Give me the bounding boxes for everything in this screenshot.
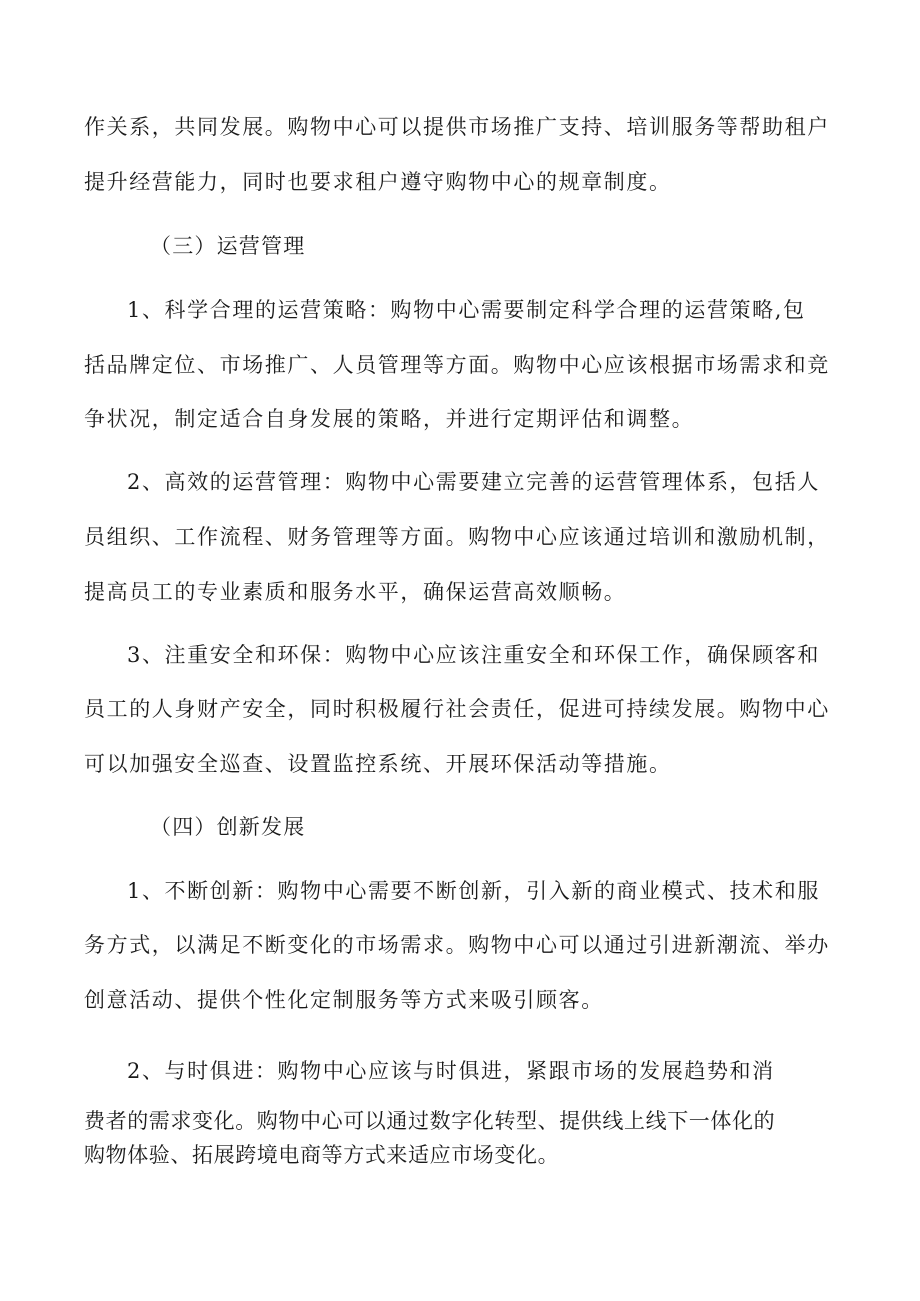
s4-p2-line-2: 费者的需求变化。购物中心可以通过数字化转型、提供线上线下一体化的: [84, 1109, 776, 1133]
s4-p2-line-3: 购物体验、拓展跨境电商等方式来适应市场变化。: [84, 1143, 560, 1167]
s3-p3-line-2: 员工的人身财产安全，同时积极履行社会责任，促进可持续发展。购物中心: [84, 697, 830, 721]
s4-p1-line-1: 1、不断创新：购物中心需要不断创新，引入新的商业模式、技术和服: [127, 879, 820, 903]
s3-p2-line-2: 员组织、工作流程、财务管理等方面。购物中心应该通过培训和激励机制，: [84, 525, 830, 549]
section-heading-operations: （三）运营管理: [150, 234, 306, 258]
intro-line-2: 提升经营能力，同时也要求租户遵守购物中心的规章制度。: [84, 170, 672, 194]
s3-p3-line-3: 可以加强安全巡查、设置监控系统、开展环保活动等措施。: [84, 752, 672, 776]
s3-p3-line-1: 3、注重安全和环保：购物中心应该注重安全和环保工作，确保顾客和: [127, 643, 820, 667]
s4-p1-line-2: 务方式，以满足不断变化的市场需求。购物中心可以通过引进新潮流、举办: [84, 933, 830, 957]
s3-p1-line-3: 争状况，制定适合自身发展的策略，并进行定期评估和调整。: [84, 407, 695, 431]
s3-p1-line-1: 1、科学合理的运营策略：购物中心需要制定科学合理的运营策略,包: [127, 298, 806, 322]
section-heading-innovation: （四）创新发展: [150, 815, 306, 839]
s3-p2-line-3: 提高员工的专业素质和服务水平，确保运营高效顺畅。: [84, 580, 627, 604]
s4-p2-line-1: 2、与时俱进：购物中心应该与时俱进，紧跟市场的发展趋势和消: [127, 1059, 775, 1083]
intro-line-1: 作关系，共同发展。购物中心可以提供市场推广支持、培训服务等帮助租户: [84, 115, 830, 139]
s4-p1-line-3: 创意活动、提供个性化定制服务等方式来吸引顾客。: [84, 988, 604, 1012]
s3-p1-line-2: 括品牌定位、市场推广、人员管理等方面。购物中心应该根据市场需求和竞: [84, 353, 830, 377]
s3-p2-line-1: 2、高效的运营管理：购物中心需要建立完善的运营管理体系，包括人: [127, 470, 820, 494]
